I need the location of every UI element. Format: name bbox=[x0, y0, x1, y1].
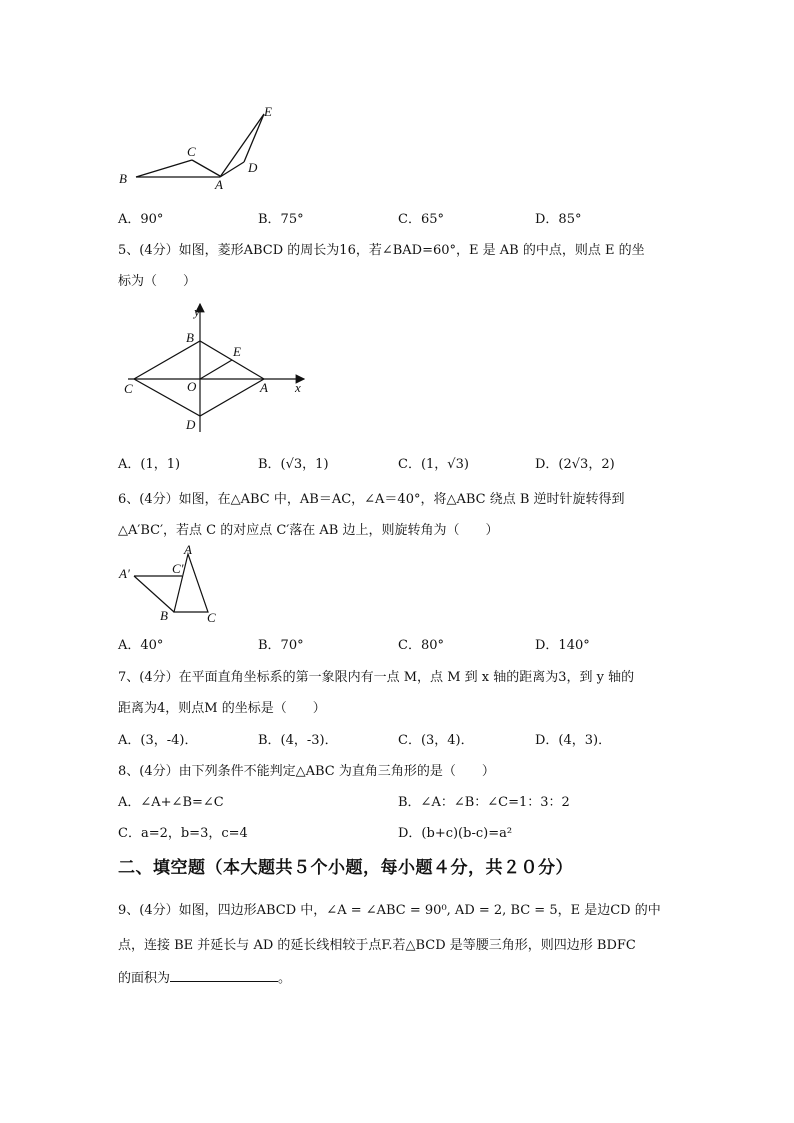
q9-stem-line1: 9、(4分）如图，四边形ABCD 中，∠A = ∠ABC = 90⁰, AD = 2, BC = 5，E 是边CD 的中 bbox=[118, 903, 661, 918]
figure-q6 bbox=[114, 542, 224, 627]
q6-option-b: B．70° bbox=[258, 638, 304, 653]
label-d: D bbox=[186, 417, 196, 432]
label-y: y bbox=[194, 304, 200, 319]
label-e: E bbox=[233, 344, 241, 359]
label-c: C bbox=[187, 144, 196, 159]
q9-line3-prefix: 的面积为 bbox=[118, 971, 171, 986]
label-b: B bbox=[119, 171, 127, 186]
q8-option-a: A．∠A+∠B=∠C bbox=[118, 795, 224, 810]
q9-stem-line3 bbox=[118, 967, 291, 986]
label-o: O bbox=[187, 379, 197, 394]
q7-stem-line2: 距离为4，则点M 的坐标是（ ） bbox=[118, 701, 326, 716]
figure-q4-svg bbox=[114, 100, 284, 190]
q5-stem-line2: 标为（ ） bbox=[118, 274, 197, 289]
q5-stem-line1: 5、(4分）如图，菱形ABCD 的周长为16，若∠BAD=60°，E 是 AB 的中点，则点 E 的坐 bbox=[118, 243, 645, 258]
q5-option-b: B．(√3，1) bbox=[258, 457, 329, 472]
figure-q5 bbox=[114, 298, 314, 438]
q5-option-c: C．(1，√3) bbox=[398, 457, 469, 472]
label-c: C bbox=[124, 381, 133, 396]
q9-line3-suffix: 。 bbox=[278, 971, 292, 986]
label-c: C bbox=[207, 610, 216, 625]
label-e: E bbox=[264, 104, 272, 119]
q6-option-c: C．80° bbox=[398, 638, 444, 653]
q6-option-d: D．140° bbox=[535, 638, 590, 653]
q7-stem-line1: 7、(4分）在平面直角坐标系的第一象限内有一点 M，点 M 到 x 轴的距离为3，到 y 轴的 bbox=[118, 670, 635, 685]
q8-option-b: B．∠A：∠B：∠C=1：3：2 bbox=[398, 795, 570, 810]
q4-option-a: A．90° bbox=[118, 212, 164, 227]
q8-option-c: C．a=2，b=3，c=4 bbox=[118, 826, 248, 841]
q7-option-a: A．(3，-4)． bbox=[118, 733, 198, 748]
label-a: A bbox=[260, 380, 268, 395]
q7-option-b: B．(4，-3)． bbox=[258, 733, 338, 748]
q4-option-b: B．75° bbox=[258, 212, 304, 227]
label-c-prime: C′ bbox=[172, 561, 184, 576]
q7-option-d: D．(4，3)． bbox=[535, 733, 612, 748]
segment-ca bbox=[192, 160, 220, 176]
label-a: A bbox=[184, 542, 192, 557]
segment-da bbox=[220, 162, 244, 177]
segment-ae bbox=[220, 114, 264, 177]
q4-option-c: C．65° bbox=[398, 212, 444, 227]
figure-q4 bbox=[114, 100, 284, 190]
q8-stem: 8、(4分）由下列条件不能判定△ABC 为直角三角形的是（ ） bbox=[118, 764, 495, 779]
label-d: D bbox=[248, 160, 258, 175]
segment-bc bbox=[136, 160, 192, 177]
figure-q5-svg bbox=[114, 298, 314, 438]
q6-stem-line1: 6、(4分）如图，在△ABC 中，AB＝AC，∠A＝40°，将△ABC 绕点 B 逆时针旋转得到 bbox=[118, 492, 625, 507]
label-a-prime: A′ bbox=[119, 566, 130, 581]
section-heading-fill-blank: 二、填空题（本大题共５个小题，每小题４分，共２０分） bbox=[118, 858, 573, 878]
q6-stem-line2: △A′BC′，若点 C 的对应点 C′落在 AB 边上，则旋转角为（ ） bbox=[118, 523, 499, 538]
segment-oe bbox=[200, 360, 232, 379]
q5-option-d: D．(2√3，2) bbox=[535, 457, 615, 472]
segment-a-prime-b bbox=[134, 576, 174, 612]
q8-option-d: D．(b+c)(b-c)=a² bbox=[398, 826, 513, 841]
q9-stem-line2: 点，连接 BE 并延长与 AD 的延长线相较于点F.若△BCD 是等腰三角形，则四边形 BDFC bbox=[118, 938, 636, 953]
q5-option-a: A．(1，1) bbox=[118, 457, 181, 472]
label-a: A bbox=[215, 177, 223, 190]
label-b: B bbox=[186, 330, 194, 345]
figure-q6-svg bbox=[114, 542, 224, 627]
q4-option-d: D．85° bbox=[535, 212, 582, 227]
label-x: x bbox=[295, 380, 301, 395]
q6-option-a: A．40° bbox=[118, 638, 164, 653]
q9-answer-blank[interactable] bbox=[170, 969, 278, 982]
q7-option-c: C．(3，4)． bbox=[398, 733, 474, 748]
label-b: B bbox=[160, 608, 168, 623]
